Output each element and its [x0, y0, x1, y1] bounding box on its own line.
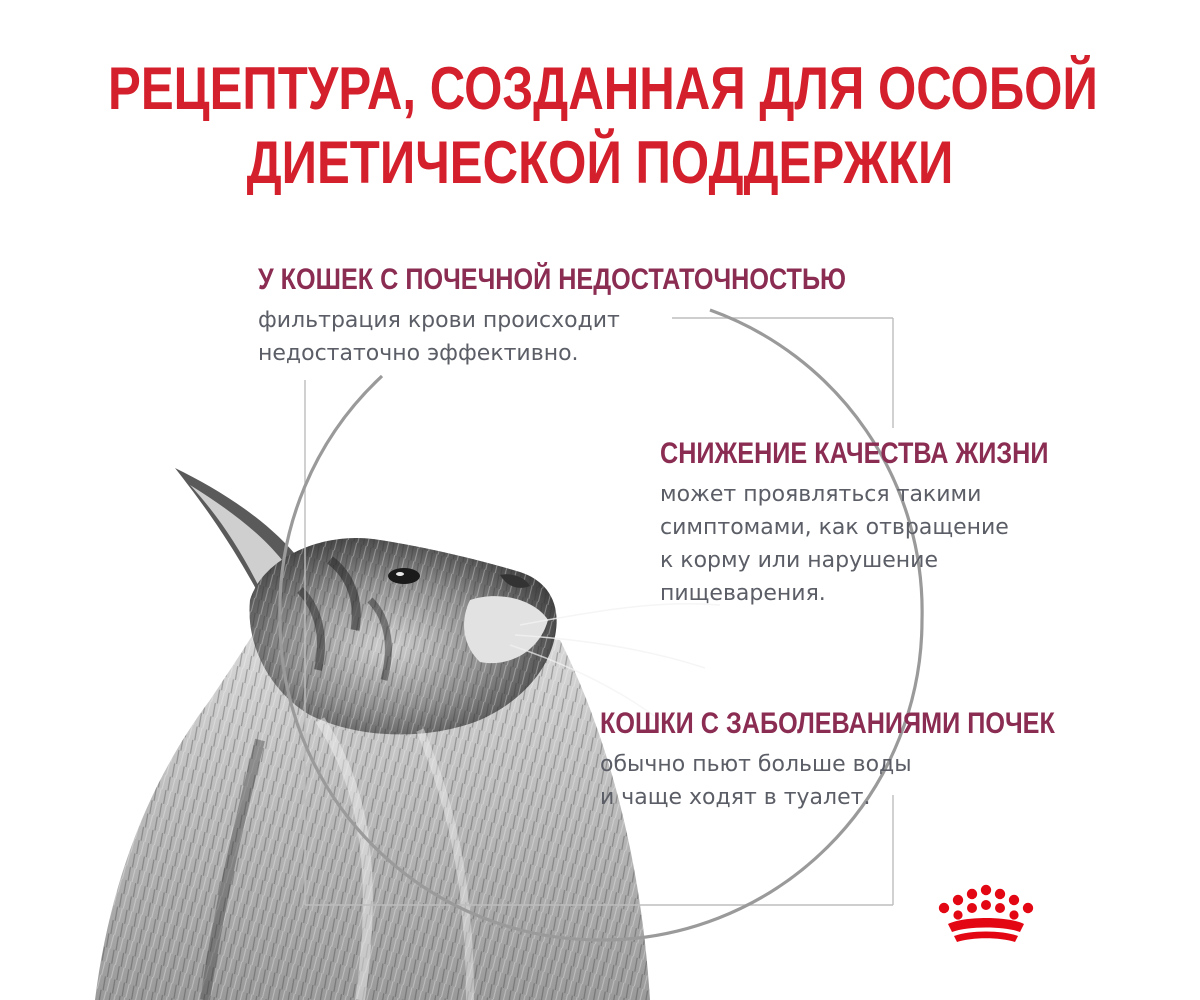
- info-block-line: к корму или нарушение: [660, 548, 938, 573]
- info-block-line: пищеварения.: [660, 581, 826, 606]
- page-title-line-2: ДИЕТИЧЕСКОЙ ПОДДЕРЖКИ: [246, 129, 954, 196]
- info-block-kidney-disease: [600, 706, 1141, 814]
- info-block-line: обычно пьют больше воды: [600, 752, 912, 777]
- info-block-quality-of-life: [660, 436, 1122, 610]
- info-block-text: [660, 478, 1122, 610]
- info-block-kidney-failure: [258, 262, 958, 370]
- info-block-title: СНИЖЕНИЕ КАЧЕСТВА ЖИЗНИ: [660, 437, 1049, 470]
- info-block-text: [258, 304, 958, 370]
- info-block-line: и чаще ходят в туалет.: [600, 785, 871, 810]
- page-title-line-1: РЕЦЕПТУРА, СОЗДАННАЯ ДЛЯ ОСОБОЙ: [108, 55, 1098, 122]
- info-block-text: [600, 748, 1141, 814]
- page-title: [108, 52, 1098, 200]
- info-block-title: КОШКИ С ЗАБОЛЕВАНИЯМИ ПОЧЕК: [600, 707, 1055, 740]
- info-block-line: фильтрация крови происходит: [258, 308, 620, 333]
- info-block-line: симптомами, как отвращение: [660, 515, 1009, 540]
- info-block-title: У КОШЕК С ПОЧЕЧНОЙ НЕДОСТАТОЧНОСТЬЮ: [258, 263, 847, 296]
- crown-logo-icon: [934, 884, 1038, 948]
- info-block-line: может проявляться такими: [660, 482, 982, 507]
- info-block-line: недостаточно эффективно.: [258, 341, 579, 366]
